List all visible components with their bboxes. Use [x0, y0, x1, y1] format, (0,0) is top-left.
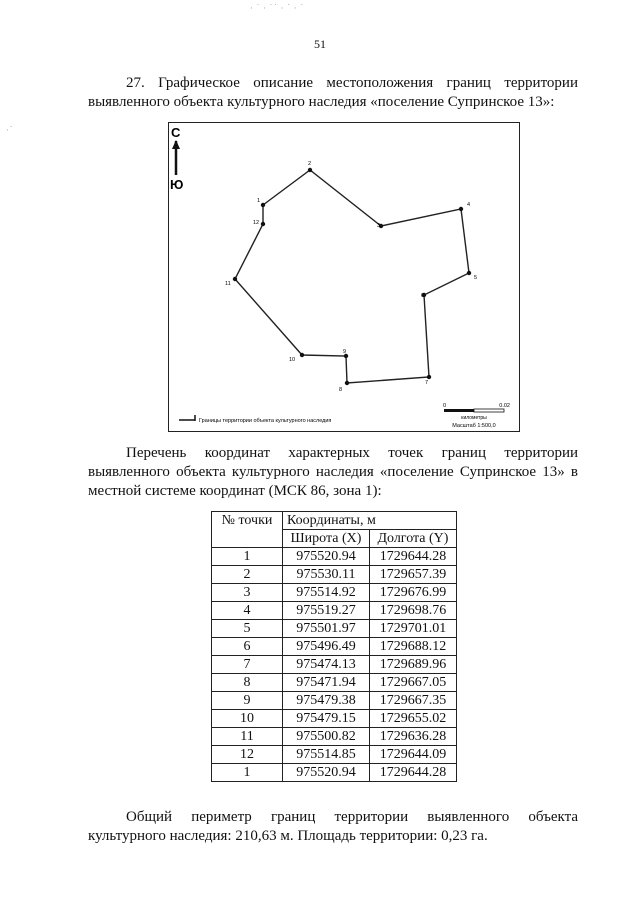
- vertex-label: 9: [343, 349, 347, 355]
- table-header-row: [212, 512, 457, 530]
- table-row: [212, 728, 457, 746]
- latitude-cell: 975474.13: [283, 656, 370, 674]
- table-row: [212, 710, 457, 728]
- vertex-label: 12: [253, 220, 260, 226]
- point-number-cell: 1: [212, 764, 283, 782]
- vertex-label: 2: [308, 161, 312, 167]
- longitude-cell: 1729644.28: [369, 764, 456, 782]
- boundary-vertex: [300, 353, 304, 357]
- latitude-cell: 975514.92: [283, 584, 370, 602]
- table-row: [212, 620, 457, 638]
- page-number: 51: [314, 37, 326, 51]
- latitude-cell: 975471.94: [283, 674, 370, 692]
- vertex-label: 3: [377, 223, 381, 229]
- longitude-cell: 1729667.05: [369, 674, 456, 692]
- point-number-cell: 5: [212, 620, 283, 638]
- section-heading: [88, 74, 578, 112]
- coordinates-intro: [88, 444, 578, 501]
- boundary-vertex: [308, 168, 312, 172]
- longitude-cell: 1729688.12: [369, 638, 456, 656]
- table-row: [212, 656, 457, 674]
- vertex-label: 1: [257, 198, 261, 204]
- boundary-map-canvas: [169, 123, 521, 433]
- table-row: [212, 566, 457, 584]
- scale-bar: [443, 403, 510, 429]
- table-row: [212, 584, 457, 602]
- boundary-polygon-group: [225, 161, 477, 393]
- point-number-cell: 3: [212, 584, 283, 602]
- scale-end: 0.02: [499, 403, 510, 409]
- boundary-vertex: [345, 381, 349, 385]
- north-arrow-head: [172, 140, 180, 149]
- header-point-number: № точки: [212, 512, 283, 548]
- table-row: [212, 548, 457, 566]
- latitude-cell: 975496.49: [283, 638, 370, 656]
- legend-label: Границы территории объекта культурного наследия: [199, 418, 332, 424]
- longitude-cell: 1729644.28: [369, 548, 456, 566]
- latitude-cell: 975500.82: [283, 728, 370, 746]
- vertex-label: 6: [421, 293, 425, 299]
- scan-noise-top: · ˙ · ˙˙ · ˙ · ˙: [250, 4, 304, 14]
- vertex-label: 4: [467, 202, 471, 208]
- scale-bar-dark: [444, 409, 474, 412]
- scale-ratio: Масштаб 1:500,0: [452, 423, 496, 429]
- summary-text: Общий периметр границ территории выявленного объекта культурного наследия: 210,63 м. Площадь территории: 0,23 га.: [88, 809, 578, 844]
- latitude-cell: 975520.94: [283, 764, 370, 782]
- boundary-map: [168, 122, 520, 432]
- longitude-cell: 1729655.02: [369, 710, 456, 728]
- point-number-cell: 9: [212, 692, 283, 710]
- section-number: 27.: [126, 75, 145, 91]
- point-number-cell: 12: [212, 746, 283, 764]
- vertex-label: 8: [339, 387, 343, 393]
- vertex-label: 5: [474, 275, 478, 281]
- latitude-cell: 975479.38: [283, 692, 370, 710]
- point-number-cell: 11: [212, 728, 283, 746]
- latitude-cell: 975479.15: [283, 710, 370, 728]
- point-number-cell: 10: [212, 710, 283, 728]
- point-number-cell: 8: [212, 674, 283, 692]
- latitude-cell: 975501.97: [283, 620, 370, 638]
- longitude-cell: 1729657.39: [369, 566, 456, 584]
- north-arrow: [170, 125, 183, 192]
- latitude-cell: 975519.27: [283, 602, 370, 620]
- table-row: [212, 674, 457, 692]
- longitude-cell: 1729667.35: [369, 692, 456, 710]
- latitude-cell: 975530.11: [283, 566, 370, 584]
- table-row: [212, 746, 457, 764]
- latitude-cell: 975514.85: [283, 746, 370, 764]
- longitude-cell: 1729689.96: [369, 656, 456, 674]
- coordinates-table-body: [212, 548, 457, 782]
- vertex-label: 7: [425, 380, 429, 386]
- longitude-cell: 1729636.28: [369, 728, 456, 746]
- table-row: [212, 764, 457, 782]
- point-number-cell: 2: [212, 566, 283, 584]
- header-longitude: Долгота (Y): [369, 530, 456, 548]
- longitude-cell: 1729701.01: [369, 620, 456, 638]
- boundary-line: [235, 170, 469, 383]
- summary-paragraph: [88, 808, 578, 846]
- boundary-vertex: [467, 271, 471, 275]
- scale-unit: километры: [461, 415, 487, 421]
- header-latitude: Широта (X): [283, 530, 370, 548]
- scan-noise-left: ·˙: [6, 126, 14, 136]
- section-title: Графическое описание местоположения границ территории выявленного объекта культурного наследия «поселение Супринское 13»:: [88, 75, 578, 110]
- latitude-cell: 975520.94: [283, 548, 370, 566]
- point-number-cell: 4: [212, 602, 283, 620]
- longitude-cell: 1729676.99: [369, 584, 456, 602]
- boundary-vertex: [261, 203, 265, 207]
- table-row: [212, 692, 457, 710]
- south-label: Ю: [170, 177, 184, 192]
- point-number-cell: 7: [212, 656, 283, 674]
- boundary-vertex: [233, 277, 237, 281]
- longitude-cell: 1729698.76: [369, 602, 456, 620]
- scale-start: 0: [443, 403, 447, 409]
- table-row: [212, 638, 457, 656]
- header-coordinates: Координаты, м: [283, 512, 457, 530]
- north-label: С: [171, 125, 181, 140]
- boundary-vertex: [459, 207, 463, 211]
- legend: [179, 415, 331, 424]
- longitude-cell: 1729644.09: [369, 746, 456, 764]
- scale-bar-light: [474, 409, 504, 412]
- boundary-vertex: [261, 222, 265, 226]
- vertex-label: 10: [289, 357, 296, 363]
- boundary-vertex: [427, 375, 431, 379]
- coordinates-intro-text: Перечень координат характерных точек границ территории выявленного объекта культурного наследия «поселение Супринское 13» в местной системе координат (МСК 86, зона 1):: [88, 445, 578, 499]
- point-number-cell: 1: [212, 548, 283, 566]
- vertex-label: 11: [225, 281, 231, 287]
- table-row: [212, 602, 457, 620]
- coordinates-table: [211, 511, 457, 782]
- point-number-cell: 6: [212, 638, 283, 656]
